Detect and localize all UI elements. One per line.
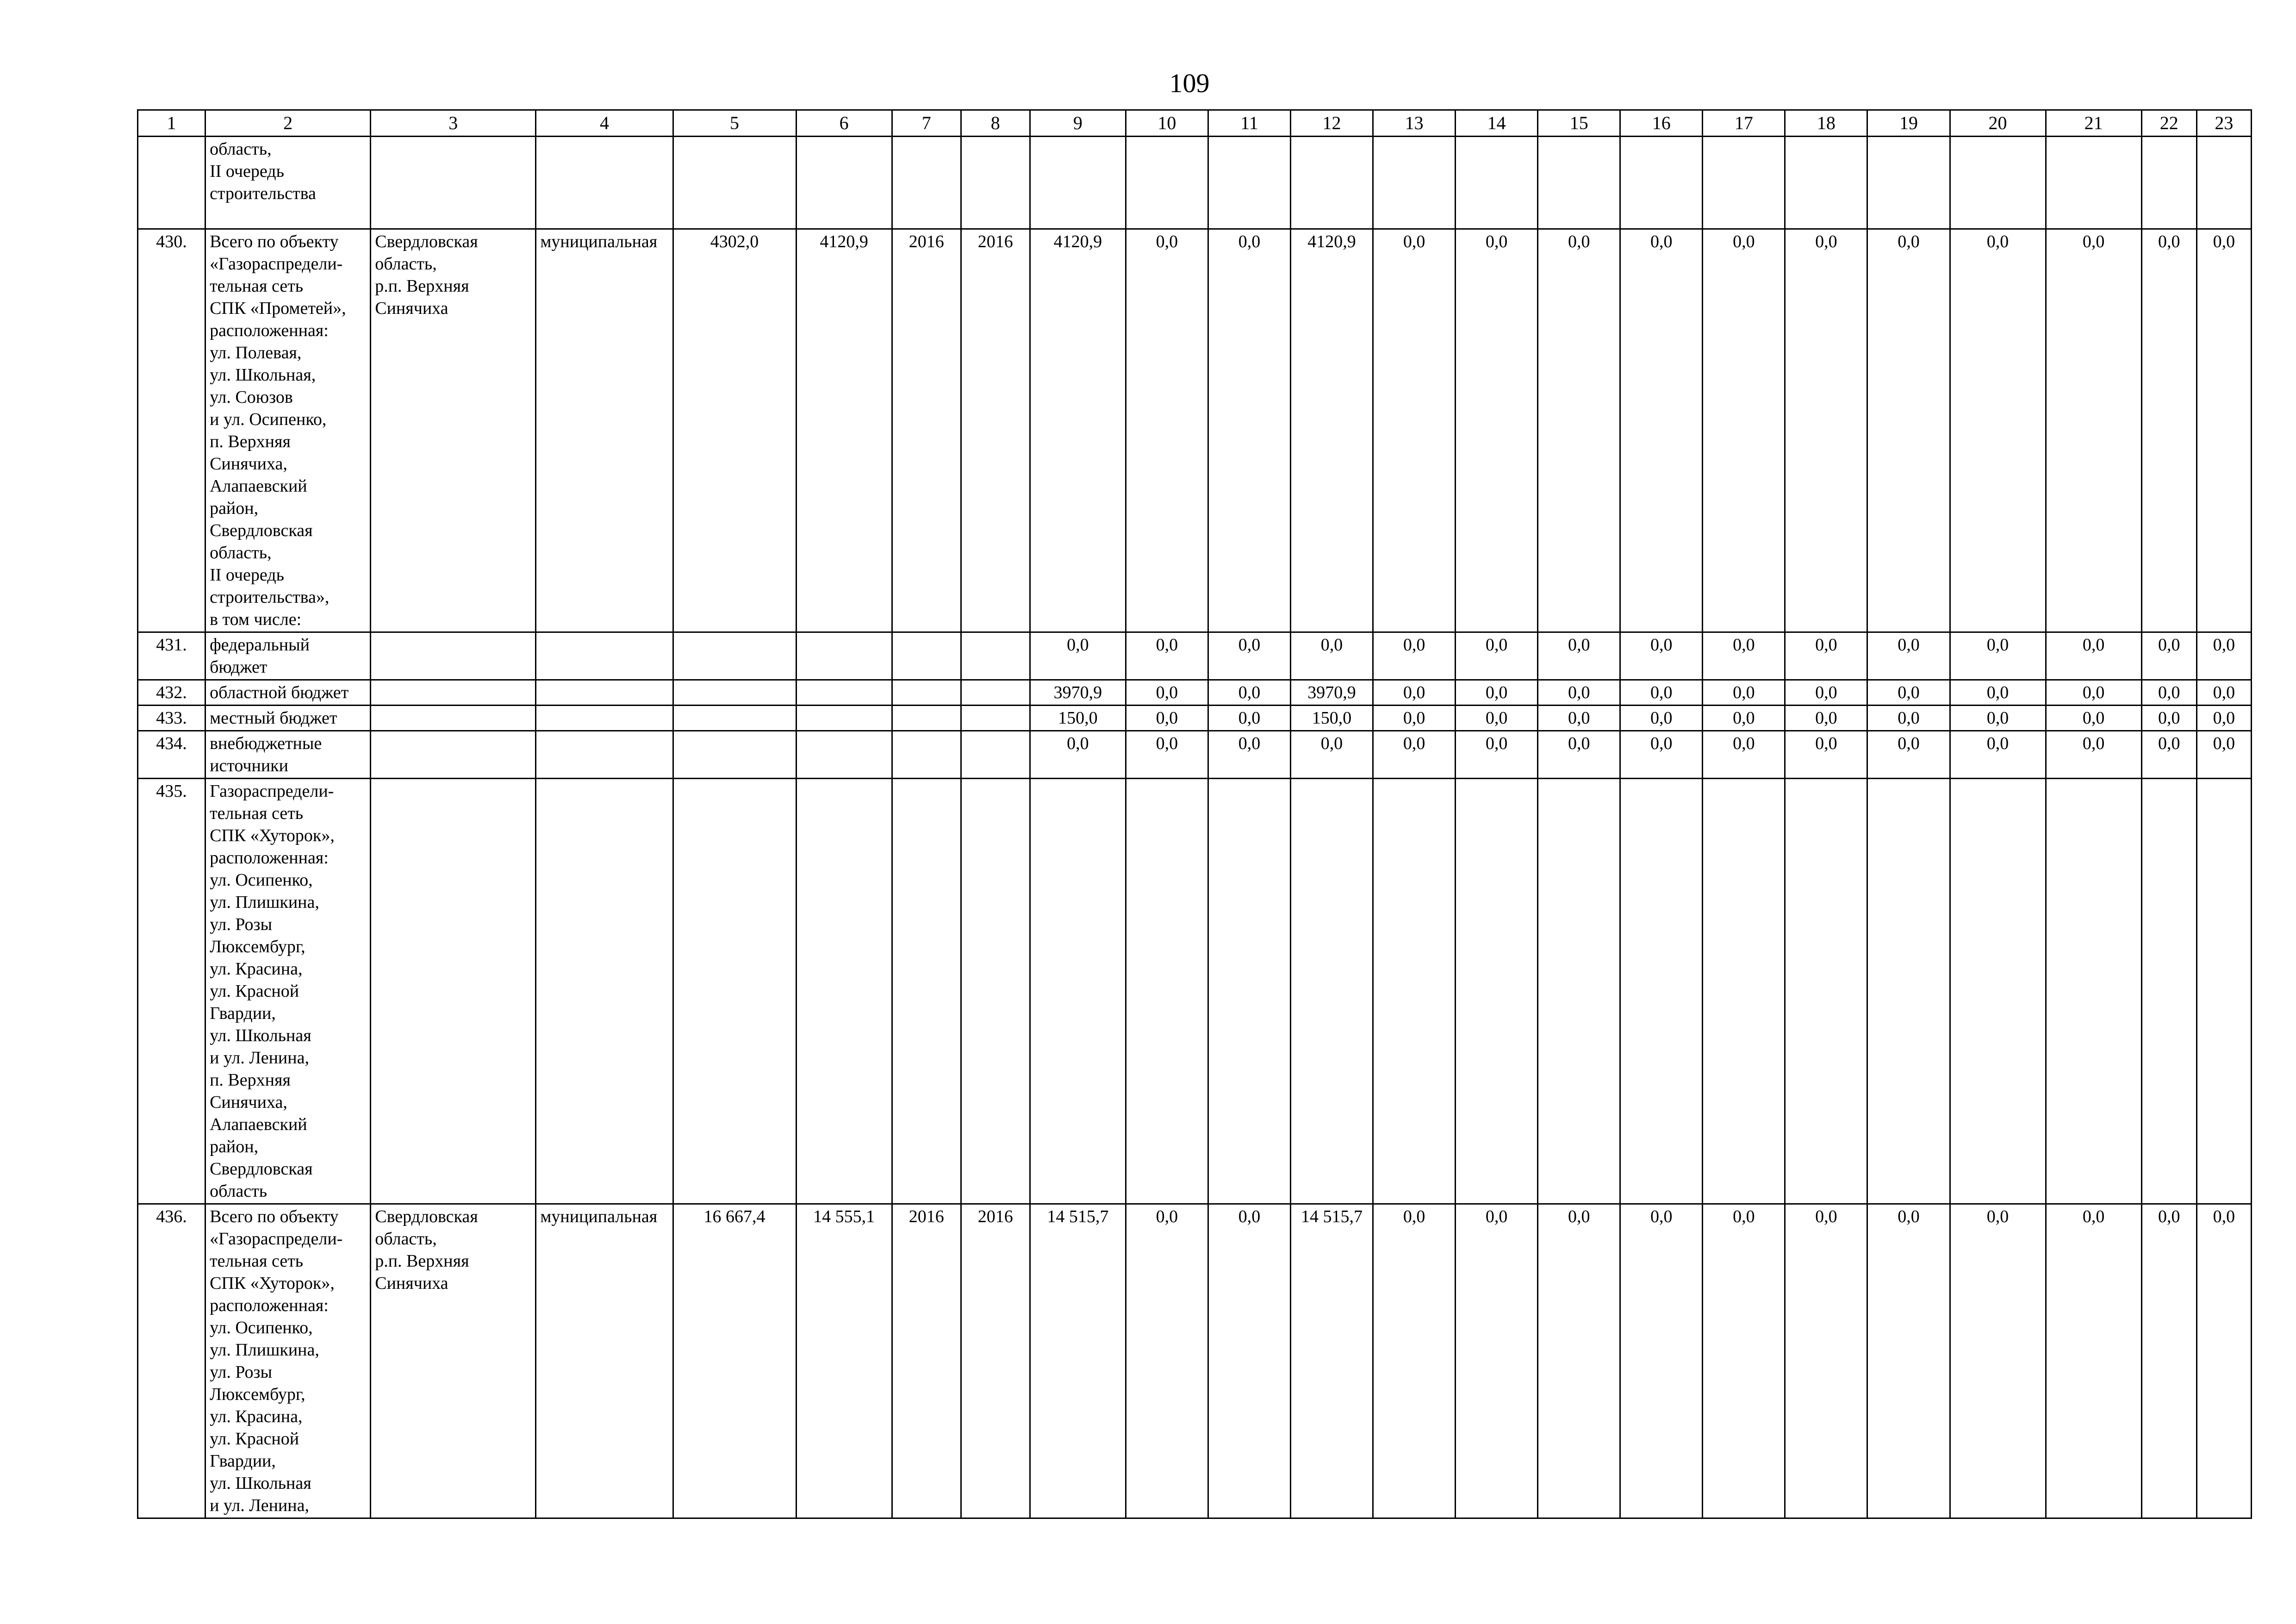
funding-cell: 0,0 [2046, 229, 2141, 632]
funding-cell: 0,0 [1126, 632, 1208, 680]
funding-cell: 0,0 [1620, 680, 1703, 706]
funding-cell: 0,0 [1950, 632, 2046, 680]
funding-cell: 3970,9 [1030, 680, 1126, 706]
funding-cell: 0,0 [2196, 632, 2251, 680]
funding-cell: 0,0 [1703, 229, 1785, 632]
funding-cell: 0,0 [1373, 229, 1456, 632]
value-cell [796, 731, 892, 779]
object-name: область, II очередь строительства [205, 137, 371, 229]
column-header: 13 [1373, 110, 1456, 137]
funding-cell [1538, 779, 1620, 1204]
funding-cell: 0,0 [1867, 632, 1950, 680]
funding-cell: 0,0 [1373, 680, 1456, 706]
funding-cell: 0,0 [2141, 706, 2196, 731]
value-cell: 14 555,1 [796, 1204, 892, 1518]
object-name: областной бюджет [205, 680, 371, 706]
column-header: 17 [1703, 110, 1785, 137]
year-cell: 2016 [892, 1204, 961, 1518]
column-header: 15 [1538, 110, 1620, 137]
funding-cell: 0,0 [2141, 731, 2196, 779]
funding-cell: 0,0 [1030, 731, 1126, 779]
object-location [371, 706, 536, 731]
object-name: федеральный бюджет [205, 632, 371, 680]
funding-cell: 0,0 [1373, 731, 1456, 779]
funding-cell [1950, 779, 2046, 1204]
ownership-form [536, 731, 673, 779]
funding-cell [1620, 137, 1703, 229]
funding-cell: 0,0 [1030, 632, 1126, 680]
funding-cell [1456, 137, 1538, 229]
funding-cell: 0,0 [1538, 1204, 1620, 1518]
funding-cell [1208, 779, 1290, 1204]
column-header: 2 [205, 110, 371, 137]
funding-cell: 0,0 [1208, 632, 1290, 680]
ownership-form: муниципальная [536, 1204, 673, 1518]
ownership-form [536, 680, 673, 706]
funding-cell [1030, 137, 1126, 229]
funding-cell: 0,0 [1785, 229, 1867, 632]
ownership-form [536, 632, 673, 680]
ownership-form: муниципальная [536, 229, 673, 632]
table-row [138, 731, 2252, 779]
table-row [138, 137, 2252, 229]
funding-cell [1030, 779, 1126, 1204]
object-location: Свердловская область, р.п. Верхняя Синячиха [371, 1204, 536, 1518]
column-header: 3 [371, 110, 536, 137]
funding-cell [1950, 137, 2046, 229]
funding-cell [1703, 137, 1785, 229]
funding-cell [2141, 137, 2196, 229]
funding-cell: 0,0 [1703, 1204, 1785, 1518]
funding-cell: 0,0 [1950, 680, 2046, 706]
row-number: 430. [138, 229, 205, 632]
funding-cell: 0,0 [1620, 632, 1703, 680]
value-cell [796, 632, 892, 680]
column-header: 5 [673, 110, 796, 137]
funding-cell: 0,0 [1785, 632, 1867, 680]
object-name: местный бюджет [205, 706, 371, 731]
funding-cell: 0,0 [1950, 229, 2046, 632]
year-cell: 2016 [961, 1204, 1030, 1518]
object-name: Всего по объекту «Газораспредели- тельная сеть СПК «Прометей», расположенная: ул. Полевая, ул. Школьная, ул. Союзов и ул. Осипенко, п. Верхняя Синячиха, Алапаевский район, Свердловская область, II очередь строительства», в том числе: [205, 229, 371, 632]
funding-cell: 0,0 [1208, 680, 1290, 706]
funding-cell: 0,0 [1126, 229, 1208, 632]
year-cell [961, 680, 1030, 706]
year-cell: 2016 [961, 229, 1030, 632]
funding-cell [1456, 779, 1538, 1204]
object-location [371, 731, 536, 779]
funding-cell [1373, 137, 1456, 229]
value-cell [673, 632, 796, 680]
funding-cell: 0,0 [1456, 1204, 1538, 1518]
column-header: 9 [1030, 110, 1126, 137]
funding-cell: 0,0 [1867, 680, 1950, 706]
table-row [138, 680, 2252, 706]
funding-cell: 0,0 [1703, 706, 1785, 731]
object-location [371, 632, 536, 680]
column-header: 23 [2196, 110, 2251, 137]
value-cell [673, 731, 796, 779]
funding-cell [2046, 779, 2141, 1204]
funding-cell [2196, 137, 2251, 229]
funding-cell: 0,0 [1373, 1204, 1456, 1518]
funding-cell [1867, 137, 1950, 229]
column-header: 22 [2141, 110, 2196, 137]
data-table [137, 109, 2252, 1519]
funding-cell [1785, 779, 1867, 1204]
funding-cell [2046, 137, 2141, 229]
ownership-form [536, 779, 673, 1204]
funding-cell: 0,0 [2141, 632, 2196, 680]
year-cell [961, 706, 1030, 731]
funding-cell: 0,0 [1291, 731, 1373, 779]
funding-cell: 0,0 [2196, 731, 2251, 779]
funding-cell: 0,0 [1456, 229, 1538, 632]
funding-cell: 0,0 [1126, 1204, 1208, 1518]
funding-cell [1620, 779, 1703, 1204]
year-cell: 2016 [892, 229, 961, 632]
funding-cell: 0,0 [1126, 731, 1208, 779]
funding-cell: 0,0 [1867, 1204, 1950, 1518]
object-location [371, 137, 536, 229]
funding-cell: 0,0 [1867, 706, 1950, 731]
funding-cell: 0,0 [2141, 1204, 2196, 1518]
funding-cell: 0,0 [1538, 680, 1620, 706]
funding-cell: 0,0 [2046, 731, 2141, 779]
column-header: 1 [138, 110, 205, 137]
year-cell [892, 680, 961, 706]
funding-cell [2196, 779, 2251, 1204]
year-cell [892, 779, 961, 1204]
value-cell [796, 706, 892, 731]
funding-cell: 0,0 [1538, 706, 1620, 731]
funding-cell: 0,0 [1538, 632, 1620, 680]
funding-cell: 0,0 [2141, 229, 2196, 632]
funding-cell: 150,0 [1291, 706, 1373, 731]
funding-cell: 0,0 [1373, 706, 1456, 731]
funding-cell [1867, 779, 1950, 1204]
column-header: 10 [1126, 110, 1208, 137]
funding-cell: 0,0 [1208, 731, 1290, 779]
funding-cell: 0,0 [1785, 1204, 1867, 1518]
funding-cell: 0,0 [2046, 632, 2141, 680]
funding-cell: 0,0 [2141, 680, 2196, 706]
funding-cell [1703, 779, 1785, 1204]
funding-cell: 0,0 [1785, 680, 1867, 706]
funding-cell: 0,0 [1950, 731, 2046, 779]
funding-cell: 4120,9 [1291, 229, 1373, 632]
column-header: 18 [1785, 110, 1867, 137]
row-number: 435. [138, 779, 205, 1204]
funding-cell: 0,0 [1538, 229, 1620, 632]
funding-cell [1785, 137, 1867, 229]
column-header: 7 [892, 110, 961, 137]
column-header: 6 [796, 110, 892, 137]
funding-cell [1291, 779, 1373, 1204]
year-cell [892, 706, 961, 731]
funding-cell: 0,0 [1620, 706, 1703, 731]
year-cell [892, 137, 961, 229]
column-header: 8 [961, 110, 1030, 137]
ownership-form [536, 137, 673, 229]
funding-cell: 0,0 [1867, 731, 1950, 779]
funding-cell: 0,0 [2196, 1204, 2251, 1518]
funding-cell: 0,0 [2196, 706, 2251, 731]
value-cell: 16 667,4 [673, 1204, 796, 1518]
year-cell [961, 731, 1030, 779]
year-cell [961, 779, 1030, 1204]
funding-cell: 0,0 [1620, 1204, 1703, 1518]
funding-cell: 0,0 [1456, 706, 1538, 731]
funding-cell [1291, 137, 1373, 229]
funding-cell: 0,0 [2046, 1204, 2141, 1518]
funding-cell [1126, 779, 1208, 1204]
value-cell [796, 137, 892, 229]
funding-cell: 0,0 [1291, 632, 1373, 680]
row-number: 432. [138, 680, 205, 706]
object-name: Всего по объекту «Газораспредели- тельная сеть СПК «Хуторок», расположенная: ул. Осипенко, ул. Плишкина, ул. Розы Люксембург, ул. Красина, ул. Красной Гвардии, ул. Школьная и ул. Ленина, [205, 1204, 371, 1518]
table-row [138, 779, 2252, 1204]
object-location [371, 680, 536, 706]
value-cell [673, 779, 796, 1204]
row-number [138, 137, 205, 229]
funding-cell: 0,0 [1950, 706, 2046, 731]
year-cell [892, 731, 961, 779]
funding-cell: 0,0 [1867, 229, 1950, 632]
funding-cell: 0,0 [1373, 632, 1456, 680]
funding-cell [1126, 137, 1208, 229]
funding-cell: 14 515,7 [1291, 1204, 1373, 1518]
funding-cell: 14 515,7 [1030, 1204, 1126, 1518]
object-location: Свердловская область, р.п. Верхняя Синячиха [371, 229, 536, 632]
ownership-form [536, 706, 673, 731]
funding-cell: 4120,9 [1030, 229, 1126, 632]
row-number: 436. [138, 1204, 205, 1518]
object-location [371, 779, 536, 1204]
funding-cell: 0,0 [1620, 229, 1703, 632]
funding-cell: 0,0 [1703, 731, 1785, 779]
funding-cell: 0,0 [1703, 680, 1785, 706]
funding-cell: 0,0 [1950, 1204, 2046, 1518]
funding-cell: 3970,9 [1291, 680, 1373, 706]
year-cell [961, 137, 1030, 229]
funding-cell: 0,0 [2196, 229, 2251, 632]
table-row [138, 706, 2252, 731]
funding-cell [2141, 779, 2196, 1204]
value-cell [673, 680, 796, 706]
funding-cell: 0,0 [2196, 680, 2251, 706]
year-cell [961, 632, 1030, 680]
row-number: 431. [138, 632, 205, 680]
value-cell [673, 706, 796, 731]
table-row [138, 229, 2252, 632]
year-cell [892, 632, 961, 680]
funding-cell: 0,0 [1785, 731, 1867, 779]
value-cell [796, 680, 892, 706]
funding-cell: 0,0 [1456, 632, 1538, 680]
funding-cell: 150,0 [1030, 706, 1126, 731]
column-header: 12 [1291, 110, 1373, 137]
column-header: 14 [1456, 110, 1538, 137]
column-header: 19 [1867, 110, 1950, 137]
row-number: 433. [138, 706, 205, 731]
funding-cell: 0,0 [1126, 680, 1208, 706]
column-header: 4 [536, 110, 673, 137]
funding-cell: 0,0 [1456, 680, 1538, 706]
funding-cell: 0,0 [1538, 731, 1620, 779]
page-number: 109 [1169, 68, 1210, 98]
value-cell [796, 779, 892, 1204]
funding-cell: 0,0 [2046, 680, 2141, 706]
value-cell: 4302,0 [673, 229, 796, 632]
column-header: 11 [1208, 110, 1290, 137]
table-row [138, 1204, 2252, 1518]
funding-cell: 0,0 [1208, 229, 1290, 632]
object-name: внебюджетные источники [205, 731, 371, 779]
column-header: 16 [1620, 110, 1703, 137]
row-number: 434. [138, 731, 205, 779]
funding-cell: 0,0 [1208, 1204, 1290, 1518]
funding-cell: 0,0 [1126, 706, 1208, 731]
funding-cell [1538, 137, 1620, 229]
funding-cell [1373, 779, 1456, 1204]
funding-cell: 0,0 [1785, 706, 1867, 731]
table-row [138, 632, 2252, 680]
column-header: 20 [1950, 110, 2046, 137]
funding-cell: 0,0 [1208, 706, 1290, 731]
object-name: Газораспредели- тельная сеть СПК «Хуторок», расположенная: ул. Осипенко, ул. Плишкина, ул. Розы Люксембург, ул. Красина, ул. Красной Гвардии, ул. Школьная и ул. Ленина, п. Верхняя Синячиха, Алапаевский район, Свердловская область [205, 779, 371, 1204]
value-cell [673, 137, 796, 229]
column-header: 21 [2046, 110, 2141, 137]
funding-cell: 0,0 [2046, 706, 2141, 731]
funding-cell: 0,0 [1456, 731, 1538, 779]
funding-cell [1208, 137, 1290, 229]
funding-cell: 0,0 [1703, 632, 1785, 680]
column-number-row [138, 110, 2252, 137]
value-cell: 4120,9 [796, 229, 892, 632]
funding-cell: 0,0 [1620, 731, 1703, 779]
